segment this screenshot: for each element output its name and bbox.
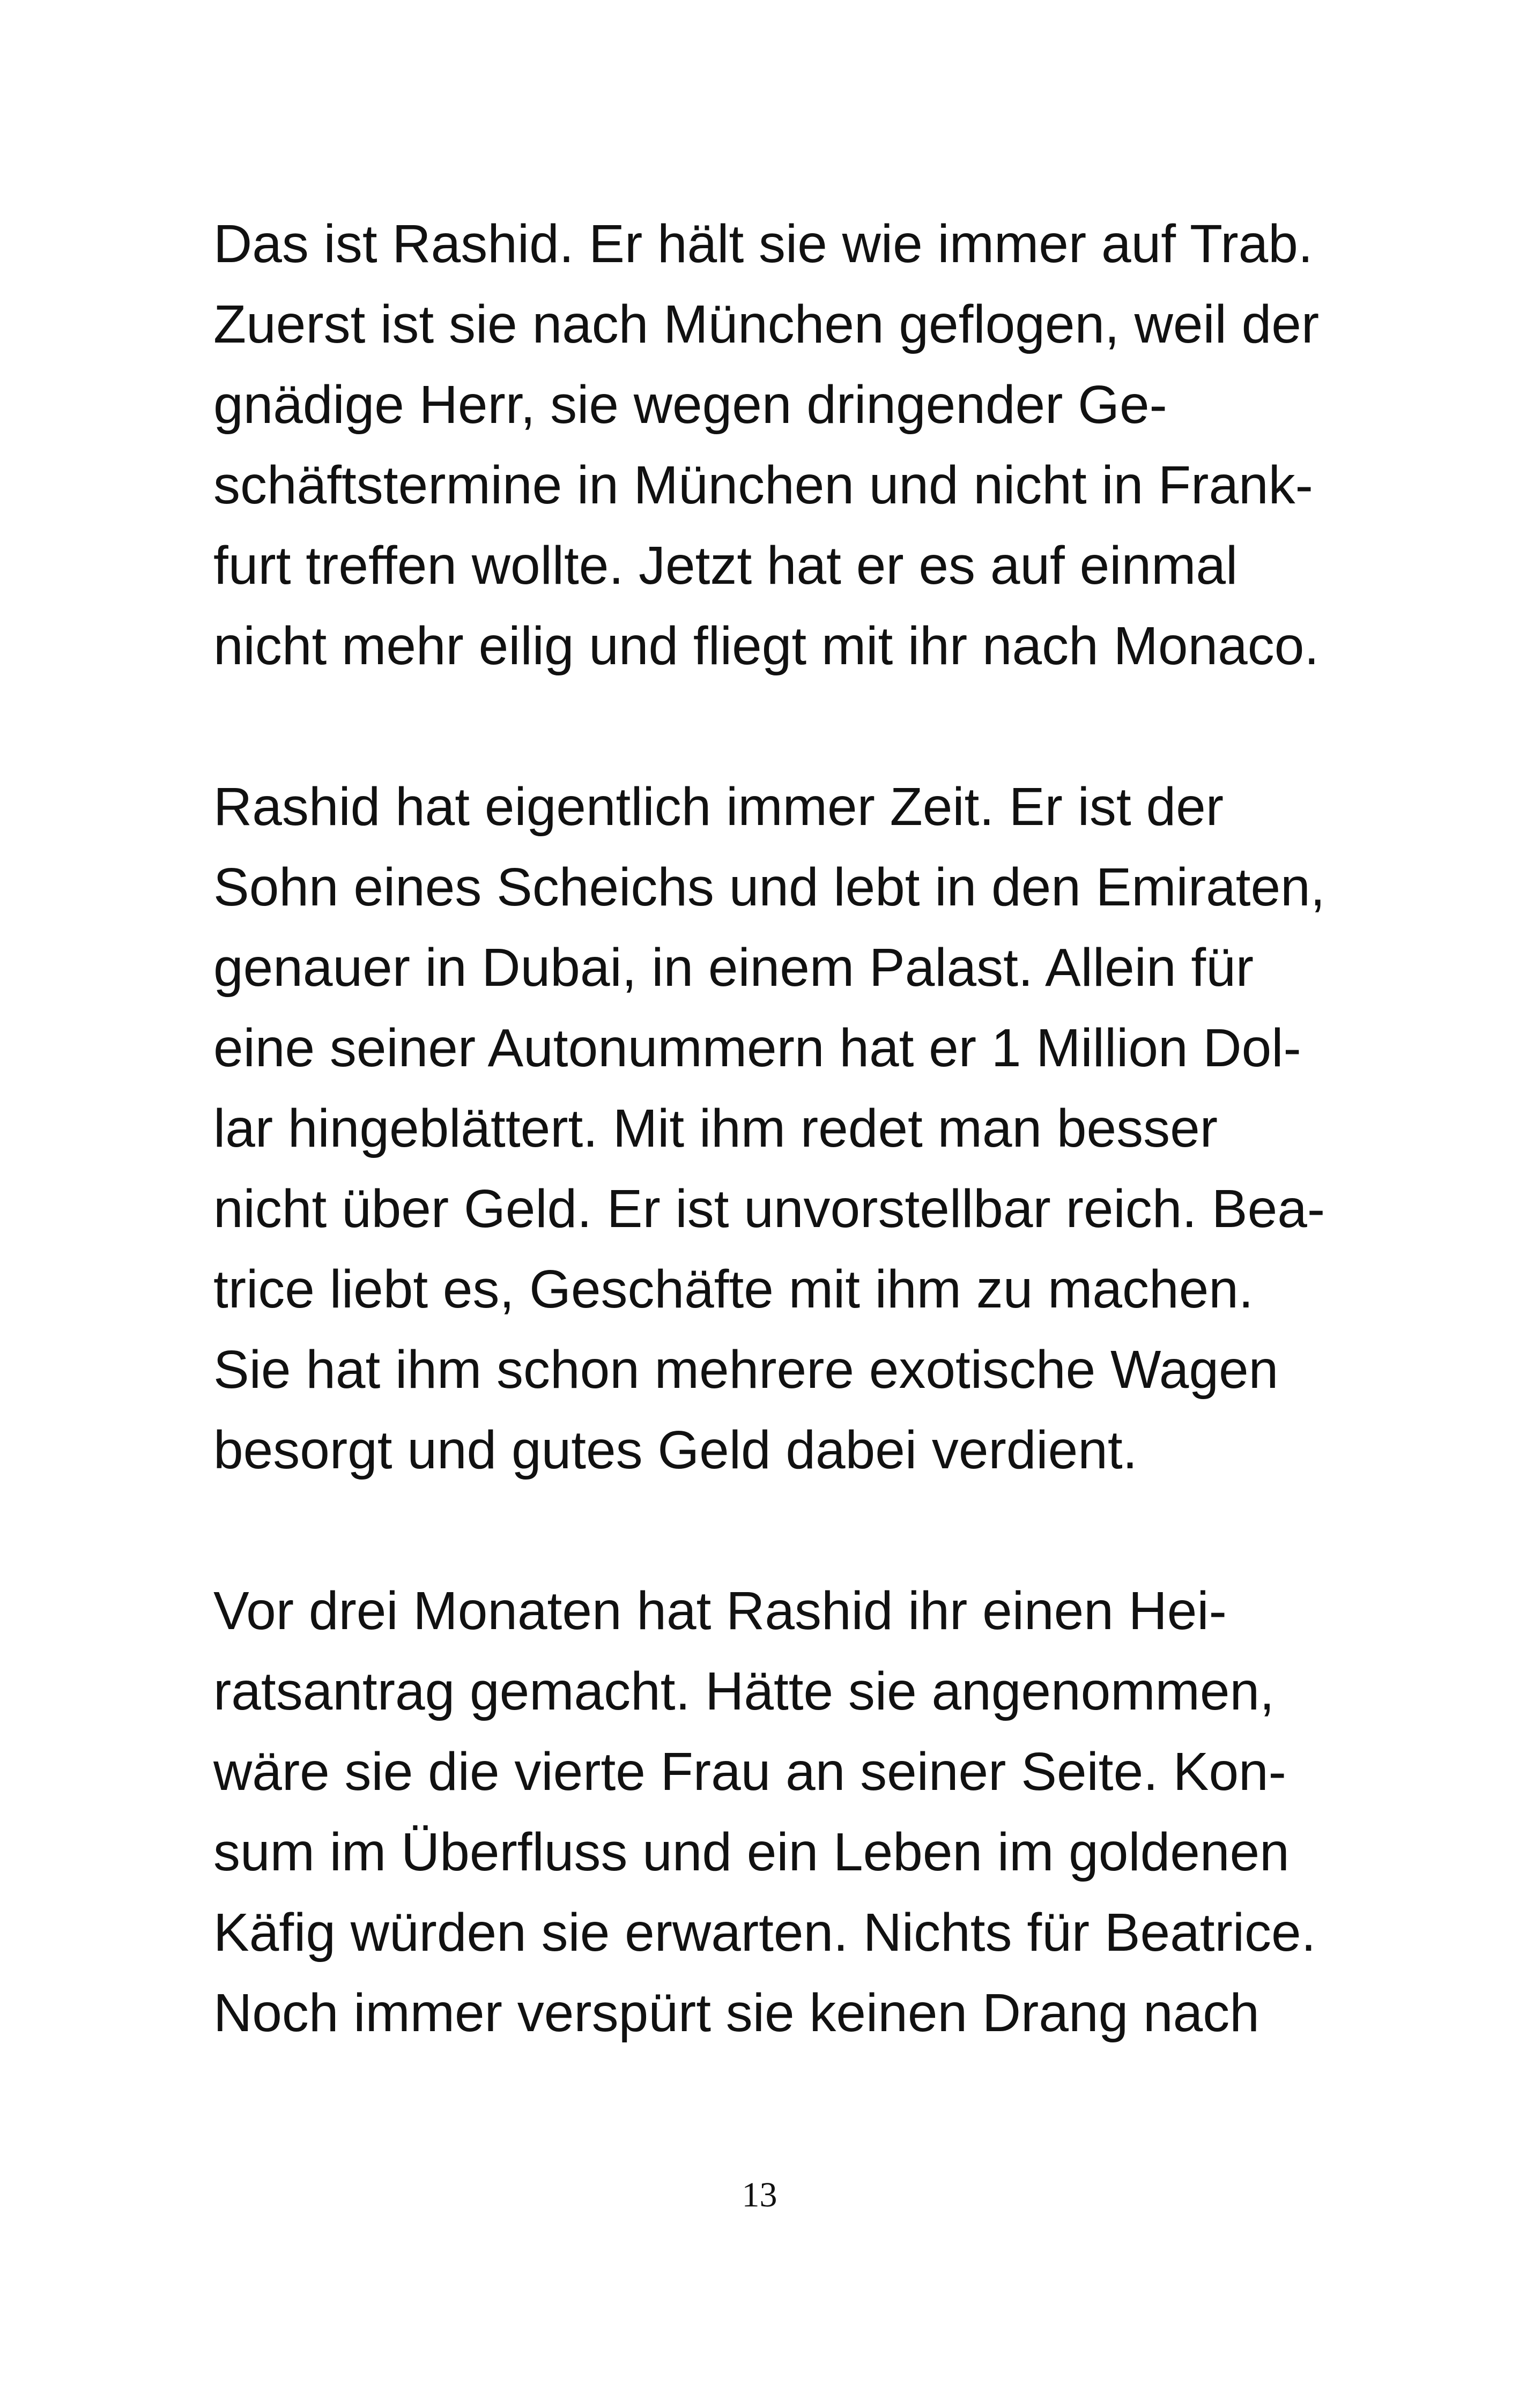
text-line: Rashid hat eigentlich immer Zeit. Er ist der	[213, 777, 1224, 837]
text-line: wäre sie die vierte Frau an seiner Seite. Kon-	[213, 1742, 1286, 1802]
text-line: sum im Überfluss und ein Leben im goldenen	[213, 1822, 1290, 1882]
paragraph-1	[213, 204, 1339, 686]
text-line: besorgt und gutes Geld dabei verdient.	[213, 1420, 1138, 1480]
text-line: ratsantrag gemacht. Hätte sie angenommen,	[213, 1661, 1275, 1721]
text-line: trice liebt es, Geschäfte mit ihm zu machen.	[213, 1259, 1254, 1319]
text-line: nicht mehr eilig und fliegt mit ihr nach Monaco.	[213, 616, 1320, 676]
body-text	[213, 204, 1339, 2134]
text-line: gnädige Herr, sie wegen dringender Ge-	[213, 375, 1167, 435]
text-line: furt treffen wollte. Jetzt hat er es auf einmal	[213, 536, 1238, 596]
text-line: schäftstermine in München und nicht in Frank-	[213, 455, 1313, 515]
paragraph-2	[213, 767, 1339, 1490]
text-line: Zuerst ist sie nach München geflogen, weil der	[213, 294, 1320, 354]
page-number: 13	[742, 2175, 777, 2214]
text-line: lar hingeblättert. Mit ihm redet man besser	[213, 1098, 1218, 1158]
text-line: Das ist Rashid. Er hält sie wie immer auf Trab.	[213, 214, 1313, 274]
text-line: Vor drei Monaten hat Rashid ihr einen Hei-	[213, 1581, 1227, 1641]
text-line: eine seiner Autonummern hat er 1 Million Dol-	[213, 1018, 1301, 1078]
paragraph-3	[213, 1571, 1339, 2053]
text-line: genauer in Dubai, in einem Palast. Allein für	[213, 938, 1254, 998]
text-line: Sie hat ihm schon mehrere exotische Wagen	[213, 1340, 1279, 1400]
text-line: Sohn eines Scheichs und lebt in den Emiraten,	[213, 857, 1325, 917]
text-line: Käfig würden sie erwarten. Nichts für Beatrice.	[213, 1902, 1316, 1963]
text-line: Noch immer verspürt sie keinen Drang nach	[213, 1983, 1259, 2043]
text-line: nicht über Geld. Er ist unvorstellbar reich. Bea-	[213, 1179, 1325, 1239]
